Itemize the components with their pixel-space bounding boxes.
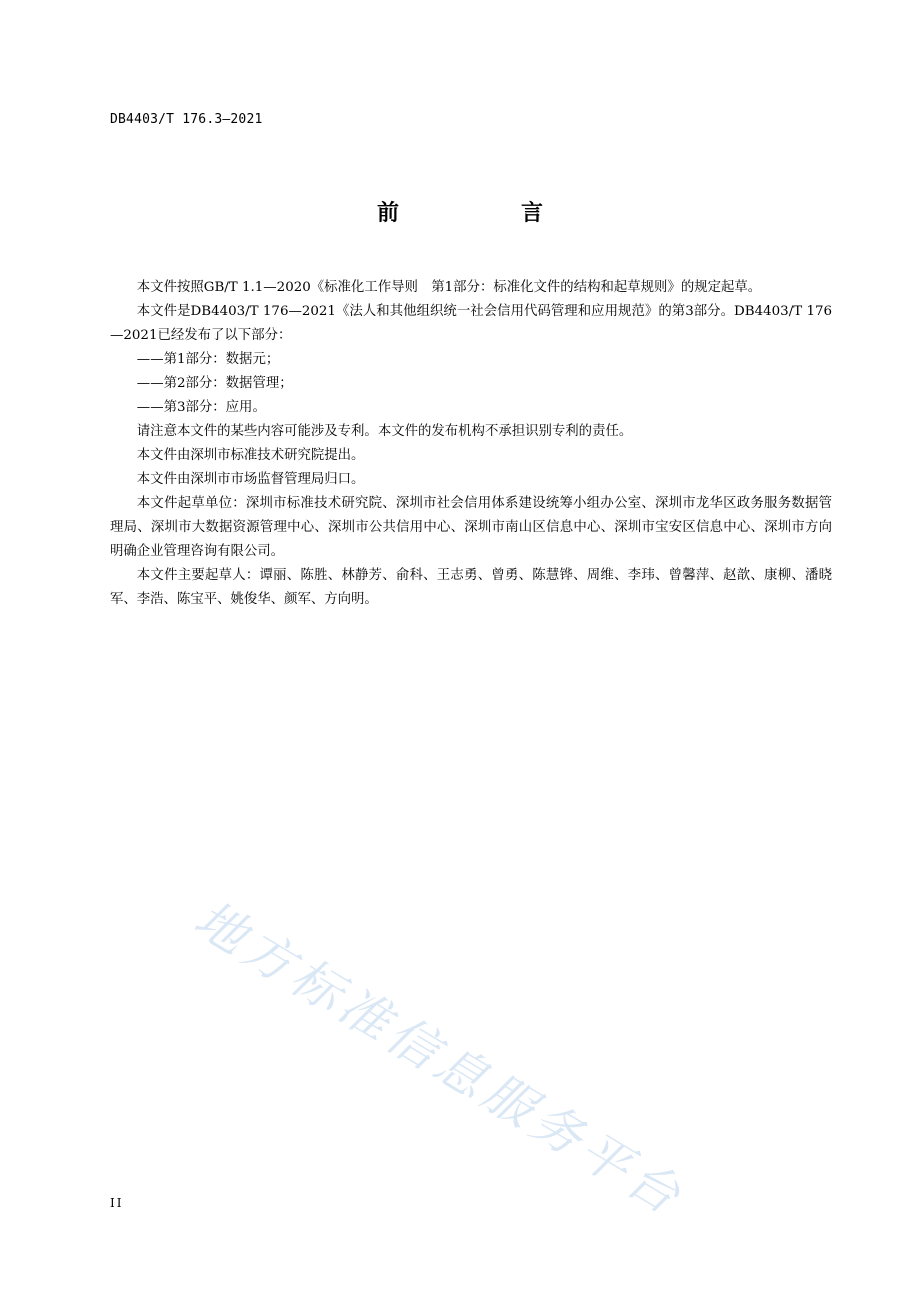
- paragraph-series-info: 本文件是DB4403/T 176—2021《法人和其他组织统一社会信用代码管理和应用规范》的第3部分。DB4403/T 176—2021已经发布了以下部分：: [110, 304, 832, 343]
- paragraph-drafting-rules: 本文件按照GB/T 1.1—2020《标准化工作导则 第1部分：标准化文件的结构和起草规则》的规定起草。: [136, 280, 762, 295]
- document-code: DB4403/T 176.3—2021: [110, 112, 263, 127]
- list-item-part-1: ——第1部分：数据元；: [136, 352, 280, 367]
- paragraph-proposer: 本文件由深圳市标准技术研究院提出。: [136, 448, 365, 463]
- paragraph-drafters: 本文件主要起草人：谭丽、陈胜、林静芳、俞科、王志勇、曾勇、陈慧铧、周维、李玮、曾馨萍、赵歆、康柳、潘晓军、李浩、陈宝平、姚俊华、颜军、方向明。: [110, 568, 832, 607]
- list-item-part-3: ——第3部分：应用。: [136, 400, 266, 415]
- list-item-part-2: ——第2部分：数据管理；: [136, 376, 293, 391]
- page-number: II: [110, 1196, 124, 1210]
- page-title: 前 言: [376, 201, 593, 226]
- paragraph-drafting-units: 本文件起草单位：深圳市标准技术研究院、深圳市社会信用体系建设统筹小组办公室、深圳市龙华区政务服务数据管理局、深圳市大数据资源管理中心、深圳市公共信用中心、深圳市南山区信息中心、深圳市宝安区信息中心、深圳市方向明确企业管理咨询有限公司。: [110, 496, 832, 559]
- paragraph-patent-notice: 请注意本文件的某些内容可能涉及专利。本文件的发布机构不承担识别专利的责任。: [136, 424, 633, 439]
- watermark: 地方标准信息服务平台: [184, 889, 695, 1228]
- document-body: [110, 276, 832, 612]
- paragraph-administrator: 本文件由深圳市市场监督管理局归口。: [136, 472, 365, 487]
